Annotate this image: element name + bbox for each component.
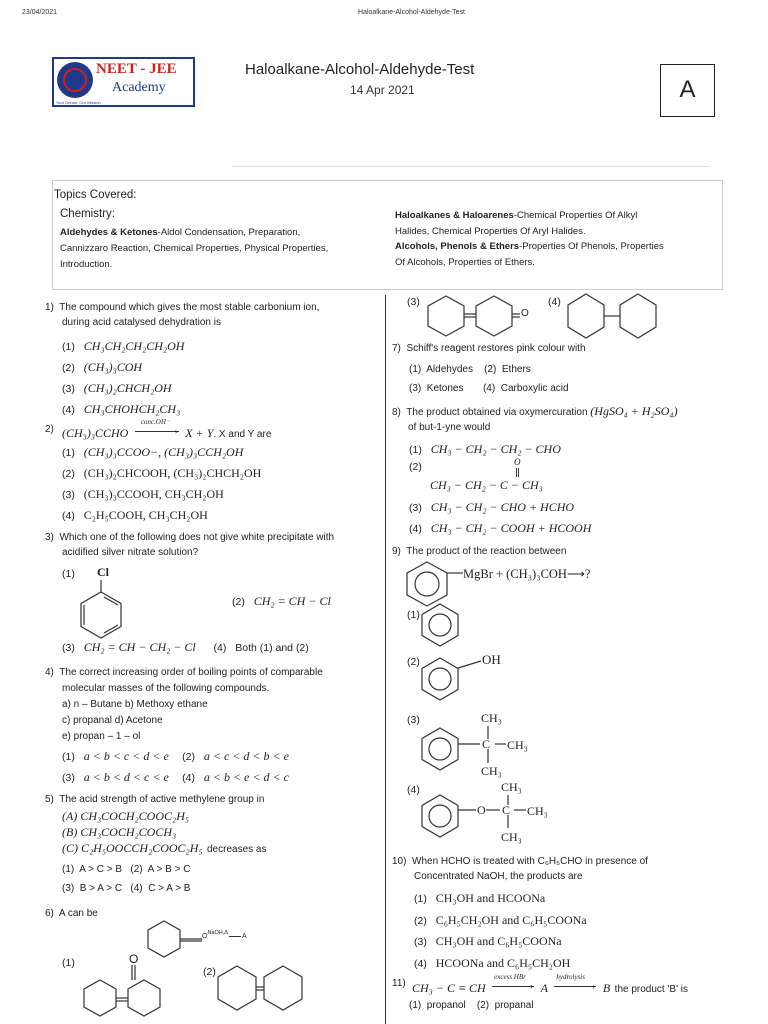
q9-opt3-ch3-top: CH₃ [481, 711, 502, 725]
q6-reaction-text: $O^{NaOH,\Delta}$ A [202, 930, 247, 940]
q9-opt4-label: (4) [407, 784, 420, 796]
q8-opt2-formula: CH₃ − CH₂ − C − CH₃ [430, 478, 543, 492]
logo-tagline: Your Dream, Our Mission [56, 100, 101, 105]
question-4: 4) The correct increasing order of boiling points of comparable molecular masses of the following compounds. a) n – Butane b) Methoxy ethane c) propanal d) Acetone e) propan – 1 – ol [45, 667, 323, 742]
chlorine-label: Cl [97, 565, 109, 579]
question-11-equation: CH₃ − C ≡ CH excess HBr › A hydrolysis › B the product 'B' is [412, 973, 688, 995]
q9-opt4-ch3-bottom: CH₃ [501, 830, 522, 844]
q8-opt2-label: (2) [409, 461, 422, 473]
q9-opt4-ch3-top: CH₃ [501, 780, 522, 794]
q11-options: (1) propanol (2) propanal [409, 1000, 534, 1011]
question-9: 9) The product of the reaction between [392, 546, 567, 557]
question-10: 10) When HCHO is treated with C₆H₅CHO in presence of Concentrated NaOH, the products are [392, 856, 648, 882]
test-date: 14 Apr 2021 [350, 83, 415, 97]
q10-options: (1) CH₃OH and HCOONa (2) C₆H₅CH₂OH and C₆H₅COONa (3) CH₃OH and C₆H₅COONa (4) HCOONa and C₆H₅CH₂OH [414, 891, 587, 970]
question-2-equation: (CH₃)₃CCHO conc.OH⁻ › X + Y. X and Y are [62, 418, 272, 440]
question-5: 5) The acid strength of active methylene group in [45, 794, 265, 805]
q7-options: (1) Aldehydes (2) Ethers (3) Ketones (4) Carboxylic acid [409, 364, 569, 394]
q9-opt4-oxygen: O [477, 803, 486, 817]
topics-right: Haloalkanes & Haloarenes-Chemical Properties Of Alkyl Halides, Chemical Properties Of Aryl Halides. Alcohols, Phenols & Ethers-Properties Of Phenols, Properties Of Alcohols, Properties of Ethers. [395, 210, 664, 268]
question-3: 3) Which one of the following does not give white precipitate with acidified silver nitrate solution? [45, 532, 335, 558]
q5-options: (1) A > C > B (2) A > B > C (3) B > A > C (4) C > A > B [62, 864, 191, 894]
q6-opt3-oxygen: O [521, 308, 529, 319]
q6-opt1-label: (1) [62, 957, 75, 969]
q9-opt3-label: (3) [407, 714, 420, 726]
q8-opt2-oxygen: O [514, 457, 521, 467]
q9-opt3-ch3-bottom: CH₃ [481, 764, 502, 778]
print-title: Haloalkane-Alcohol-Aldehyde-Test [358, 9, 466, 16]
logo-line1: NEET - JEE [96, 61, 177, 77]
topics-subject: Chemistry: [60, 208, 115, 220]
topics-left: Aldehydes & Ketones-Aldol Condensation, Preparation, Cannizzaro Reaction, Chemical Properties, Physical Properties, Introduction. [60, 227, 329, 270]
q6-opt3-label: (3) [407, 296, 420, 308]
q9-opt4-carbon: C [502, 803, 511, 817]
q8-opt3-4: (3) CH₃ − CH₂ − CHO + HCHO (4) CH₃ − CH₂ − COOH + HCOOH [409, 500, 592, 535]
q3-opt1-label: (1) [62, 568, 75, 580]
q9-opt1-label: (1) [407, 609, 420, 621]
q1-options: (1) CH₃CH₂CH₂CH₂OH (2) (CH₃)₃COH (3) (CH₃)₂CHCH₂OH (4) CH₃CHOHCH₂CH₃ [62, 339, 185, 416]
q6-opt2-label: (2) [203, 966, 216, 978]
q3-opt2: (2) CH₂ = CH − Cl [232, 594, 331, 608]
logo-line2: Academy [112, 80, 166, 95]
q9-reaction-text: MgBr + (CH₃)₃COH⟶? [463, 567, 591, 581]
q3-opt3-4: (3) CH₂ = CH − CH₂ − Cl (4) Both (1) and (2) [62, 640, 309, 654]
q9-opt4-ch3-right: CH₃ [527, 804, 548, 818]
q6-opt1-oxygen: O [129, 952, 139, 966]
q8-opt1: (1) CH₃ − CH₂ − CH₂ − CHO [409, 442, 561, 456]
q2-options: (1) (CH₃)₃CCOO−, (CH₃)₃CCH₂OH (2) (CH₃)₂CHCOOH, (CH₃)₂CHCH₂OH (3) (CH₃)₃CCOOH, CH₃CH₂OH (4) C₂H₅COOH, CH₃CH₂OH [62, 445, 262, 522]
q9-hydroxyl: OH [482, 652, 501, 667]
question-7: 7) Schiff's reagent restores pink colour with [392, 343, 586, 354]
q9-opt3-ch3-right: CH₃ [507, 738, 528, 752]
question-6: 6) A can be [45, 908, 98, 919]
q6-opt4-label: (4) [548, 296, 561, 308]
q4-options: (1) a < b < c < d < e (2) a < c < d < b < e (3) a < b < d < c < e (4) a < b < e < d < c [62, 749, 289, 784]
q9-opt2-label: (2) [407, 656, 420, 668]
set-code-box: A [660, 64, 715, 117]
question-1: 1) The compound which gives the most stable carbonium ion, during acid catalysed dehydration is [45, 302, 320, 328]
q9-opt3-carbon: C [482, 737, 491, 751]
topics-heading: Topics Covered: [54, 189, 137, 201]
print-date: 23/04/2021 [22, 9, 58, 16]
question-8: 8) The product obtained via oxymercuration (HgSO₄ + H₂SO₄) of but-1-yne would [392, 404, 678, 433]
question-2-num: 2) [45, 424, 54, 435]
test-title: Haloalkane-Alcohol-Aldehyde-Test [245, 61, 475, 78]
q5-compounds: (A) CH₃COCH₂COOC₂H₅ (B) CH₃COCH₂COCH₃ (C) C₂H₅OOCCH₂COOC₂H₅ decreases as [62, 809, 267, 855]
question-11-num: 11) [392, 978, 406, 989]
